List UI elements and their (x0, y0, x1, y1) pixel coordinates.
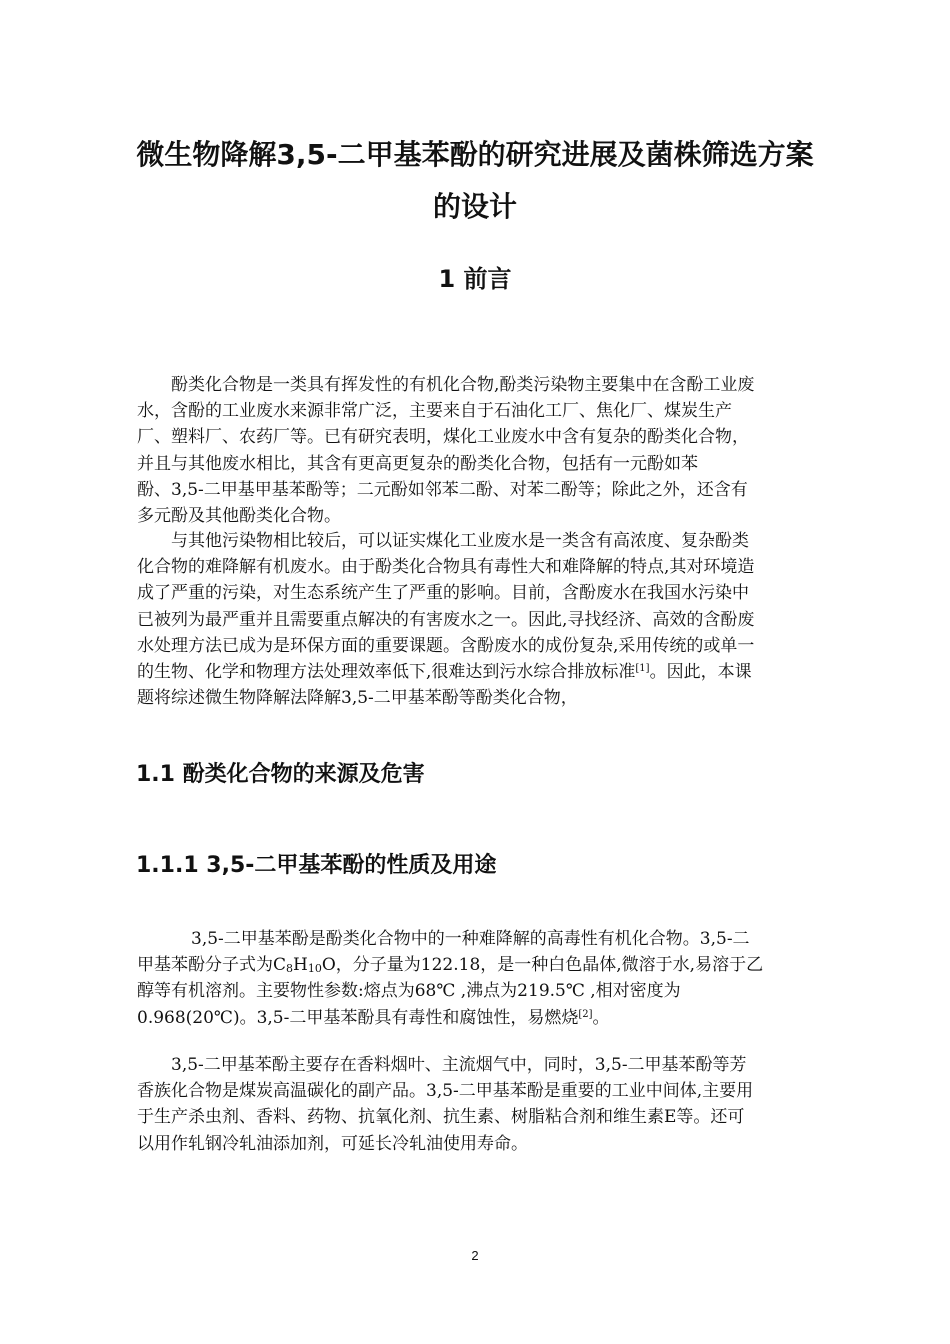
text-segment: 0.968(20℃)。3,5-二甲基苯酚具有毒性和腐蚀性，易燃烧 (137, 1007, 579, 1028)
text-line (137, 952, 827, 978)
text-line: 醇等有机溶剂。主要物性参数:熔点为68℃ ,沸点为219.5℃ ,相对密度为 (137, 981, 681, 1002)
text-line: 水处理方法已成为是环保方面的重要课题。含酚废水的成份复杂,采用传统的或单一 (137, 635, 755, 656)
section-heading-1-1-1: 1.1.1 3,5-二甲基苯酚的性质及用途 (136, 853, 497, 878)
text-line: 以用作轧钢冷轧油添加剂，可延长冷轧油使用寿命。 (137, 1133, 528, 1154)
intro-paragraph-1 (137, 372, 827, 529)
text-line: 成了严重的污染，对生态系统产生了严重的影响。目前，含酚废水在我国水污染中 (137, 583, 749, 604)
text-line: 于生产杀虫剂、香料、药物、抗氧化剂、抗生素、树脂粘合剂和维生素E等。还可 (137, 1107, 745, 1128)
text-line: 并且与其他废水相比，其含有更高更复杂的酚类化合物，包括有一元酚如苯 (137, 453, 698, 474)
text-segment: 。因此，本课 (649, 662, 752, 683)
text-line: 水，含酚的工业废水来源非常广泛，主要来自于石油化工厂、焦化厂、煤炭生产 (137, 401, 732, 422)
text-line (137, 1005, 827, 1031)
formula-element: C (273, 955, 287, 976)
text-segment: ，分子量为122.18，是一种白色晶体,微溶于水,易溶于乙 (335, 955, 764, 976)
text-line: 酚类化合物是一类具有挥发性的有机化合物,酚类污染物主要集中在含酚工业废 (171, 375, 755, 395)
properties-paragraph (137, 926, 827, 1031)
chemical-formula (273, 955, 336, 975)
text-line (137, 659, 827, 685)
text-line: 题将综述微生物降解法降解3,5-二甲基苯酚等酚类化合物， (137, 688, 578, 709)
text-segment: 的生物、化学和物理方法处理效率低下,很难达到污水综合排放标准 (137, 662, 636, 683)
formula-subscript: 10 (307, 962, 322, 976)
text-segment: 。 (592, 1007, 610, 1028)
text-line: 香族化合物是煤炭高温碳化的副产品。3,5-二甲基苯酚是重要的工业中间体,主要用 (137, 1081, 754, 1102)
document-title-line-2: 的设计 (432, 190, 517, 223)
formula-element: O (321, 955, 336, 976)
page-number: 2 (471, 1248, 479, 1263)
text-segment: 甲基苯酚分子式为 (137, 955, 273, 976)
text-line: 酚、3,5-二甲基甲基苯酚等；二元酚如邻苯二酚、对苯二酚等；除此之外，还含有 (137, 479, 748, 500)
text-line: 多元酚及其他酚类化合物。 (137, 506, 341, 527)
text-line: 厂、塑料厂、农药厂等。已有研究表明，煤化工业废水中含有复杂的酚类化合物， (137, 427, 749, 448)
formula-subscript: 8 (286, 962, 294, 976)
formula-element: H (293, 955, 308, 976)
citation-ref-1: [1] (635, 663, 650, 675)
text-line: 已被列为最严重并且需要重点解决的有害废水之一。因此,寻找经济、高效的含酚废 (137, 609, 755, 630)
text-line: 3,5-二甲基苯酚主要存在香料烟叶、主流烟气中，同时，3,5-二甲基苯酚等芳 (171, 1055, 747, 1075)
section-heading-1-1: 1.1 酚类化合物的来源及危害 (136, 762, 425, 787)
document-title-line-1: 微生物降解3,5-二甲基苯酚的研究进展及菌株筛选方案 (136, 138, 814, 171)
intro-paragraph-2 (137, 528, 827, 711)
uses-paragraph (137, 1052, 827, 1157)
text-line: 化合物的难降解有机废水。由于酚类化合物具有毒性大和难降解的特点,其对环境造 (137, 557, 755, 578)
text-line: 与其他污染物相比较后，可以证实煤化工业废水是一类含有高浓度、复杂酚类 (171, 531, 749, 551)
section-heading-preface: 1 前言 (438, 265, 512, 293)
citation-ref-2: [2] (578, 1008, 593, 1020)
text-line: 3,5-二甲基苯酚是酚类化合物中的一种难降解的高毒性有机化合物。3,5-二 (191, 929, 750, 949)
